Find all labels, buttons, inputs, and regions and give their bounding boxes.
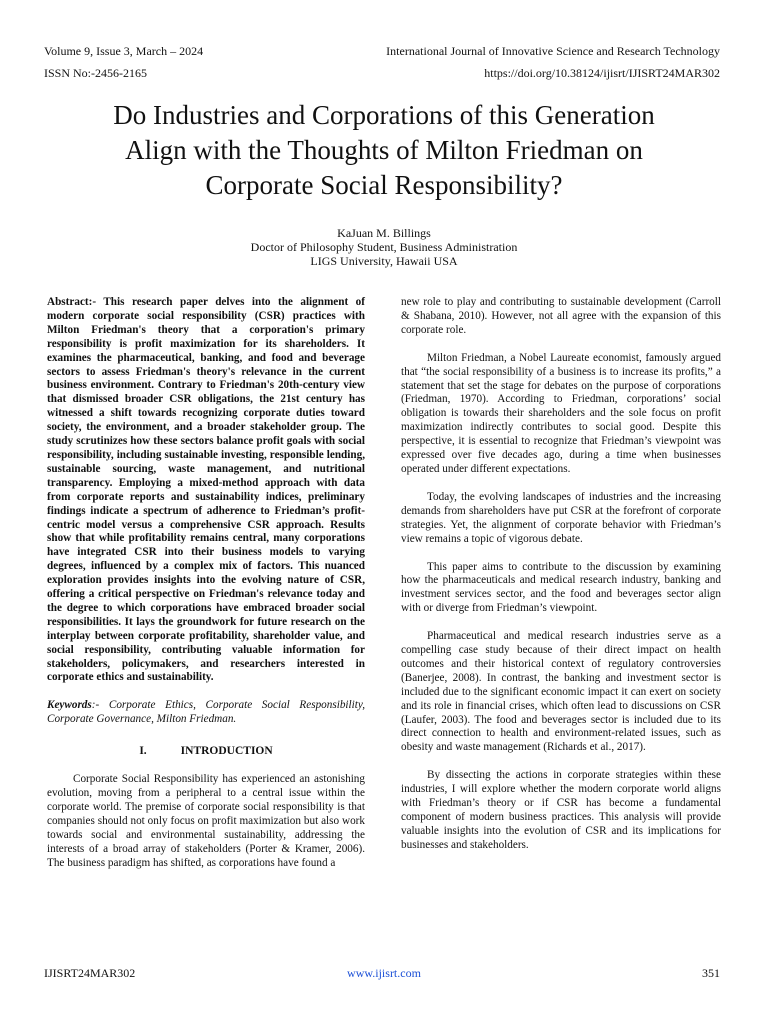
title-line: Do Industries and Corporations of this Generation bbox=[113, 100, 655, 130]
keywords-text: :- Corporate Ethics, Corporate Social Responsibility, Corporate Governance, Milton Friedman. bbox=[47, 699, 365, 726]
issn: ISSN No:-2456-2165 bbox=[44, 66, 148, 80]
section-heading bbox=[47, 745, 365, 759]
intro-paragraph: Corporate Social Responsibility has experienced an astonishing evolution, moving from a peripheral to a central issue within the corporate world. The premise of corporate social responsibility is that companies should not only focus on profit maximization but also work towards social and environmental sustainability, addressing the interests of a broad array of stakeholders (Porter & Kramer, 2006). The business paradigm has shifted, as corporations have found a bbox=[47, 773, 365, 869]
right-column bbox=[401, 296, 721, 853]
footer-paper-id: IJISRT24MAR302 bbox=[44, 966, 136, 980]
journal-name: International Journal of Innovative Science and Research Technology bbox=[386, 44, 720, 58]
footer-website-link[interactable]: www.ijisrt.com bbox=[347, 966, 421, 980]
body-paragraph: Milton Friedman, a Nobel Laureate economist, famously argued that “the social responsibility of a business is to increase its profits,” a statement that set the stage for debates on the purpose of corporations (Friedman, 1970). According to Friedman, corporations’ social obligation is towards their shareholders and the sole focus on profit maximization indirectly contributes to social good. Despite this perspective, it is essential to recognize that Friedman’s viewpoint was expressed over five decades ago, during a time when businesses operated under different expectations. bbox=[401, 351, 721, 475]
author-affiliation: LIGS University, Hawaii USA bbox=[310, 254, 458, 268]
body-paragraph: Pharmaceutical and medical research industries serve as a compelling case study because of their direct impact on health outcomes and their historical context of regulatory controversies (Banerjee, 2008). In contrast, the banking and investment sector is included due to the significant economic impact it can exert on society and its role in financial crises, which often lead to discussions on CSR (Laufer, 2003). The food and beverages sector is included due to its direct connection to health and environment-related issues, such as obesity and waste management (Richards et al., 2017). bbox=[401, 630, 721, 754]
body-paragraph: This paper aims to contribute to the discussion by examining how the pharmaceuticals and medical research industry, banking and investment services sector, and the food and beverages sector align with or diverge from Friedman’s viewpoint. bbox=[401, 560, 721, 615]
author-name: KaJuan M. Billings bbox=[337, 226, 431, 240]
left-column bbox=[47, 296, 365, 870]
title-line: Align with the Thoughts of Milton Friedman on bbox=[125, 135, 643, 165]
title-line: Corporate Social Responsibility? bbox=[205, 170, 563, 200]
keywords bbox=[47, 699, 365, 727]
page-number: 351 bbox=[702, 966, 720, 980]
section-number: I. bbox=[139, 745, 147, 758]
paper-title bbox=[40, 98, 728, 203]
body-paragraph: By dissecting the actions in corporate strategies within these industries, I will explore whether the modern corporate world aligns with Friedman’s theory or if CSR has become a fundamental component of modern business practices. This analysis will provide valuable insights into the evolution of CSR and its implications for businesses and stakeholders. bbox=[401, 769, 721, 851]
section-title: INTRODUCTION bbox=[180, 745, 273, 758]
doi-link[interactable]: https://doi.org/10.38124/ijisrt/IJISRT24MAR302 bbox=[484, 66, 720, 80]
keywords-label: Keywords bbox=[47, 699, 92, 712]
author-block bbox=[0, 226, 768, 268]
author-role: Doctor of Philosophy Student, Business Administration bbox=[250, 240, 518, 254]
abstract: Abstract:- This research paper delves into the alignment of modern corporate social responsibility (CSR) practices with Milton Friedman's theory that a corporation's primary responsibility is profit maximization for its shareholders. It examines the pharmaceutical, banking, and food and beverage sectors to assess Friedman's theory's relevance in the current business environment. Contrary to Friedman's 20th-century view that dismissed broader CSR obligations, the 21st century has witnessed a shift towards recognizing corporate duties toward society, the environment, and a broader stakeholder group. The study scrutinizes how these sectors balance profit goals with social responsibility, including sustainable investing, responsible lending, sustainable sourcing, waste management, and nutritional transparency. Employing a mixed-method approach with data from corporate reports and sustainability indices, preliminary findings indicate a spectrum of adherence to Friedman’s profit-centric model versus a comprehensive CSR approach. Results show that while profitability remains central, many corporations have integrated CSR into their business models to varying degrees, influenced by a complex mix of factors. This nuanced exploration provides insights into the evolving nature of CSR, offering a critical perspective on Friedman's relevance today and the degree to which corporations have embraced broader social responsibilities. It lays the groundwork for future research on the interplay between corporate profitability, shareholder value, and social responsibility, contributing valuable information for stakeholders, policymakers, and researchers interested in corporate ethics and sustainability. bbox=[47, 296, 365, 684]
volume-info: Volume 9, Issue 3, March – 2024 bbox=[44, 44, 204, 58]
body-paragraph: Today, the evolving landscapes of industries and the increasing demands from shareholders have put CSR at the forefront of corporate strategies. Yet, the alignment of corporate behavior with Friedman’s view remains a topic of vigorous debate. bbox=[401, 490, 721, 545]
body-paragraph: new role to play and contributing to sustainable development (Carroll & Shabana, 2010). However, not all agree with the expansion of this corporate role. bbox=[401, 296, 721, 336]
